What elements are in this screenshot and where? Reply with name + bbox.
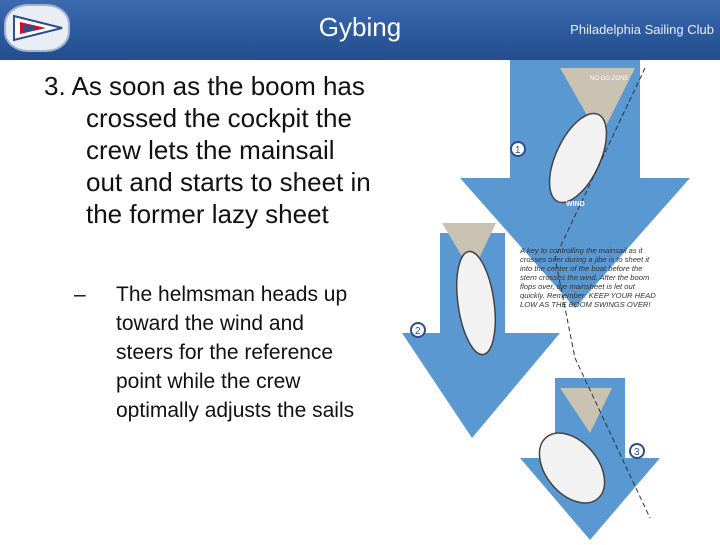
sub-bullet <box>74 280 364 425</box>
step-1-number: 1 <box>515 145 521 156</box>
sub-bullet-text: The helmsman heads up toward the wind and steers for the reference point while the crew optimally adjusts the sails <box>116 283 355 422</box>
bullet-text: As soon as the boom has crossed the cockpit the crew lets the mainsail out and starts to sheet in the former lazy sheet <box>71 71 371 229</box>
club-burgee-logo <box>4 4 70 52</box>
bullet-number: 3. <box>44 71 66 101</box>
step-2-number: 2 <box>415 326 421 337</box>
sub-bullet-dash: – <box>74 283 86 306</box>
gybe-tip-note: A key to controlling the mainsail as it crosses over during a jibe is to sheet it into the center of the boat before the stern crosses the wind. After the boom flops over, the mainsheet is let out quickly. Remember: KEEP YOUR HEAD LOW AS THE BOOM SWINGS OVER! <box>520 246 656 309</box>
slide-title: Gybing <box>318 12 402 42</box>
main-bullet <box>44 70 374 230</box>
club-name: Philadelphia Sailing Club <box>570 22 714 37</box>
step-3-number: 3 <box>634 447 640 458</box>
title-bar <box>0 0 720 60</box>
no-go-zone-label: NO GO ZONE <box>590 76 629 82</box>
gybe-illustration <box>400 58 720 540</box>
wind-label: WIND <box>566 201 585 208</box>
